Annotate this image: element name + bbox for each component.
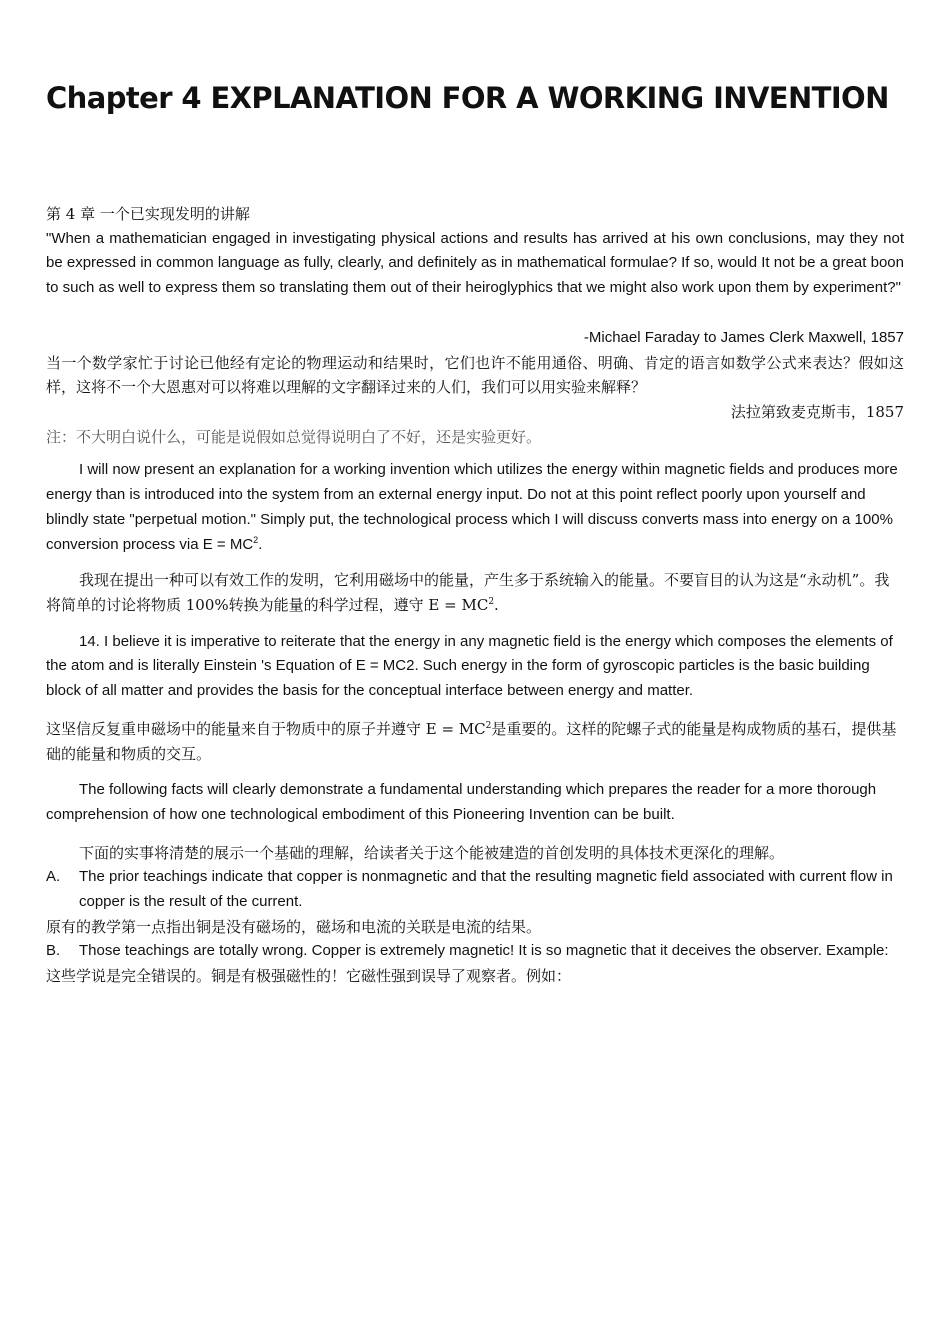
superscript-two: 2 <box>485 720 492 731</box>
quote-attribution: -Michael Faraday to James Clerk Maxwell, 1857 <box>583 328 904 346</box>
zh-list-item-a: 原有的教学第一点指出铜是没有磁场的，磁场和电流的关联是电流的结果。 <box>46 917 542 936</box>
list-item-b-text: Those teachings are totally wrong. Copper is extremely magnetic! It is so magnetic that it deceives the observer. Example: <box>79 942 889 960</box>
paragraph-facts-intro: The following facts will clearly demonstrate a fundamental understanding which prepares the reader for a more thorough comprehension of how one technological embodiment of this Pioneering Invention can be built. <box>46 781 877 823</box>
zh-quote: 当一个数学家忙于讨论已他经有定论的物理运动和结果时，它们也许不能用通俗、明确、肯定的语言如数学公式来表达？假如这样，这将不一个大恩惠对可以将难以理解的文字翻译过来的人们，我们可以用实验来解释？ <box>46 353 904 397</box>
zh-paragraph-facts-intro: 下面的实事将清楚的展示一个基础的理解，给读者关于这个能被建造的首创发明的具体技术更深化的理解。 <box>79 843 785 862</box>
zh-list-item-b: 这些学说是完全错误的。铜是有极强磁性的！它磁性强到误导了观察者。例如： <box>46 967 572 986</box>
paragraph-end-mark: . <box>494 595 499 614</box>
list-marker-a: A. <box>46 868 61 886</box>
faraday-quote: "When a mathematician engaged in investigating physical actions and results has arrived at his own conclusions, may they not be expressed in common language as fully, clearly, and definitely as in mathematical formulae? If so, would It not be a great boon to such as well to express them so translating them out of their heiroglyphics that we might also work upon them by experiment?" <box>46 229 904 297</box>
zh-translator-note: 注：不大明白说什么，可能是说假如总觉得说明白了不好，还是实验更好。 <box>46 427 542 446</box>
zh-paragraph-invention-intro <box>46 568 904 617</box>
superscript-two: 2 <box>253 534 259 545</box>
paragraph-14: 14. I believe it is imperative to reiterate that the energy in any magnetic field is the energy which composes the elements of the atom and is literally Einstein 's Equation of E = MC2. Such energy in the form of gyroscopic particles is the basic building block of all matter and provides the basis for the conceptual interface between energy and matter. <box>46 632 893 700</box>
zh-paragraph-invention-intro-text: 我现在提出一种可以有效工作的发明，它利用磁场中的能量，产生多于系统输入的能量。不要盲目的认为这是“永动机”。我将简单的讨论将物质 100%转换为能量的科学过程，遵守 E = MC <box>46 571 890 614</box>
zh-paragraph-14-text-b: 是重要的。这样的陀螺子式的能量是构成物质的基石，提供基础的能量和物质的交互。 <box>46 719 897 763</box>
list-marker-b: B. <box>46 942 61 960</box>
zh-paragraph-14 <box>46 717 904 766</box>
list-item-a-text: The prior teachings indicate that copper is nonmagnetic and that the resulting magnetic field associated with current flow in copper is the result of the current. <box>79 868 893 911</box>
zh-quote-attribution: 法拉第致麦克斯韦，1857 <box>730 402 904 421</box>
paragraph-end-mark: . <box>258 535 263 553</box>
list-item-b <box>46 939 904 964</box>
paragraph-invention-intro <box>46 458 904 557</box>
document-body <box>46 202 904 989</box>
zh-chapter-title: 第 4 章 一个已实现发明的讲解 <box>46 205 250 223</box>
list-item-a <box>46 865 904 915</box>
superscript-two: 2 <box>488 596 495 607</box>
chapter-title: Chapter 4 EXPLANATION FOR A WORKING INVENTION <box>46 81 889 115</box>
paragraph-invention-intro-text: I will now present an explanation for a working invention which utilizes the energy within magnetic fields and produces more energy than is introduced into the system from an external energy input. Do not at this point reflect poorly upon yourself and blindly state "perpetual motion." Simply put, the technological process which I will discuss converts mass into energy on a 100% conversion process via E = MC <box>46 461 898 553</box>
zh-paragraph-14-text-a: 这坚信反复重申磁场中的能量来自于物质中的原子并遵守 E = MC <box>46 719 486 738</box>
